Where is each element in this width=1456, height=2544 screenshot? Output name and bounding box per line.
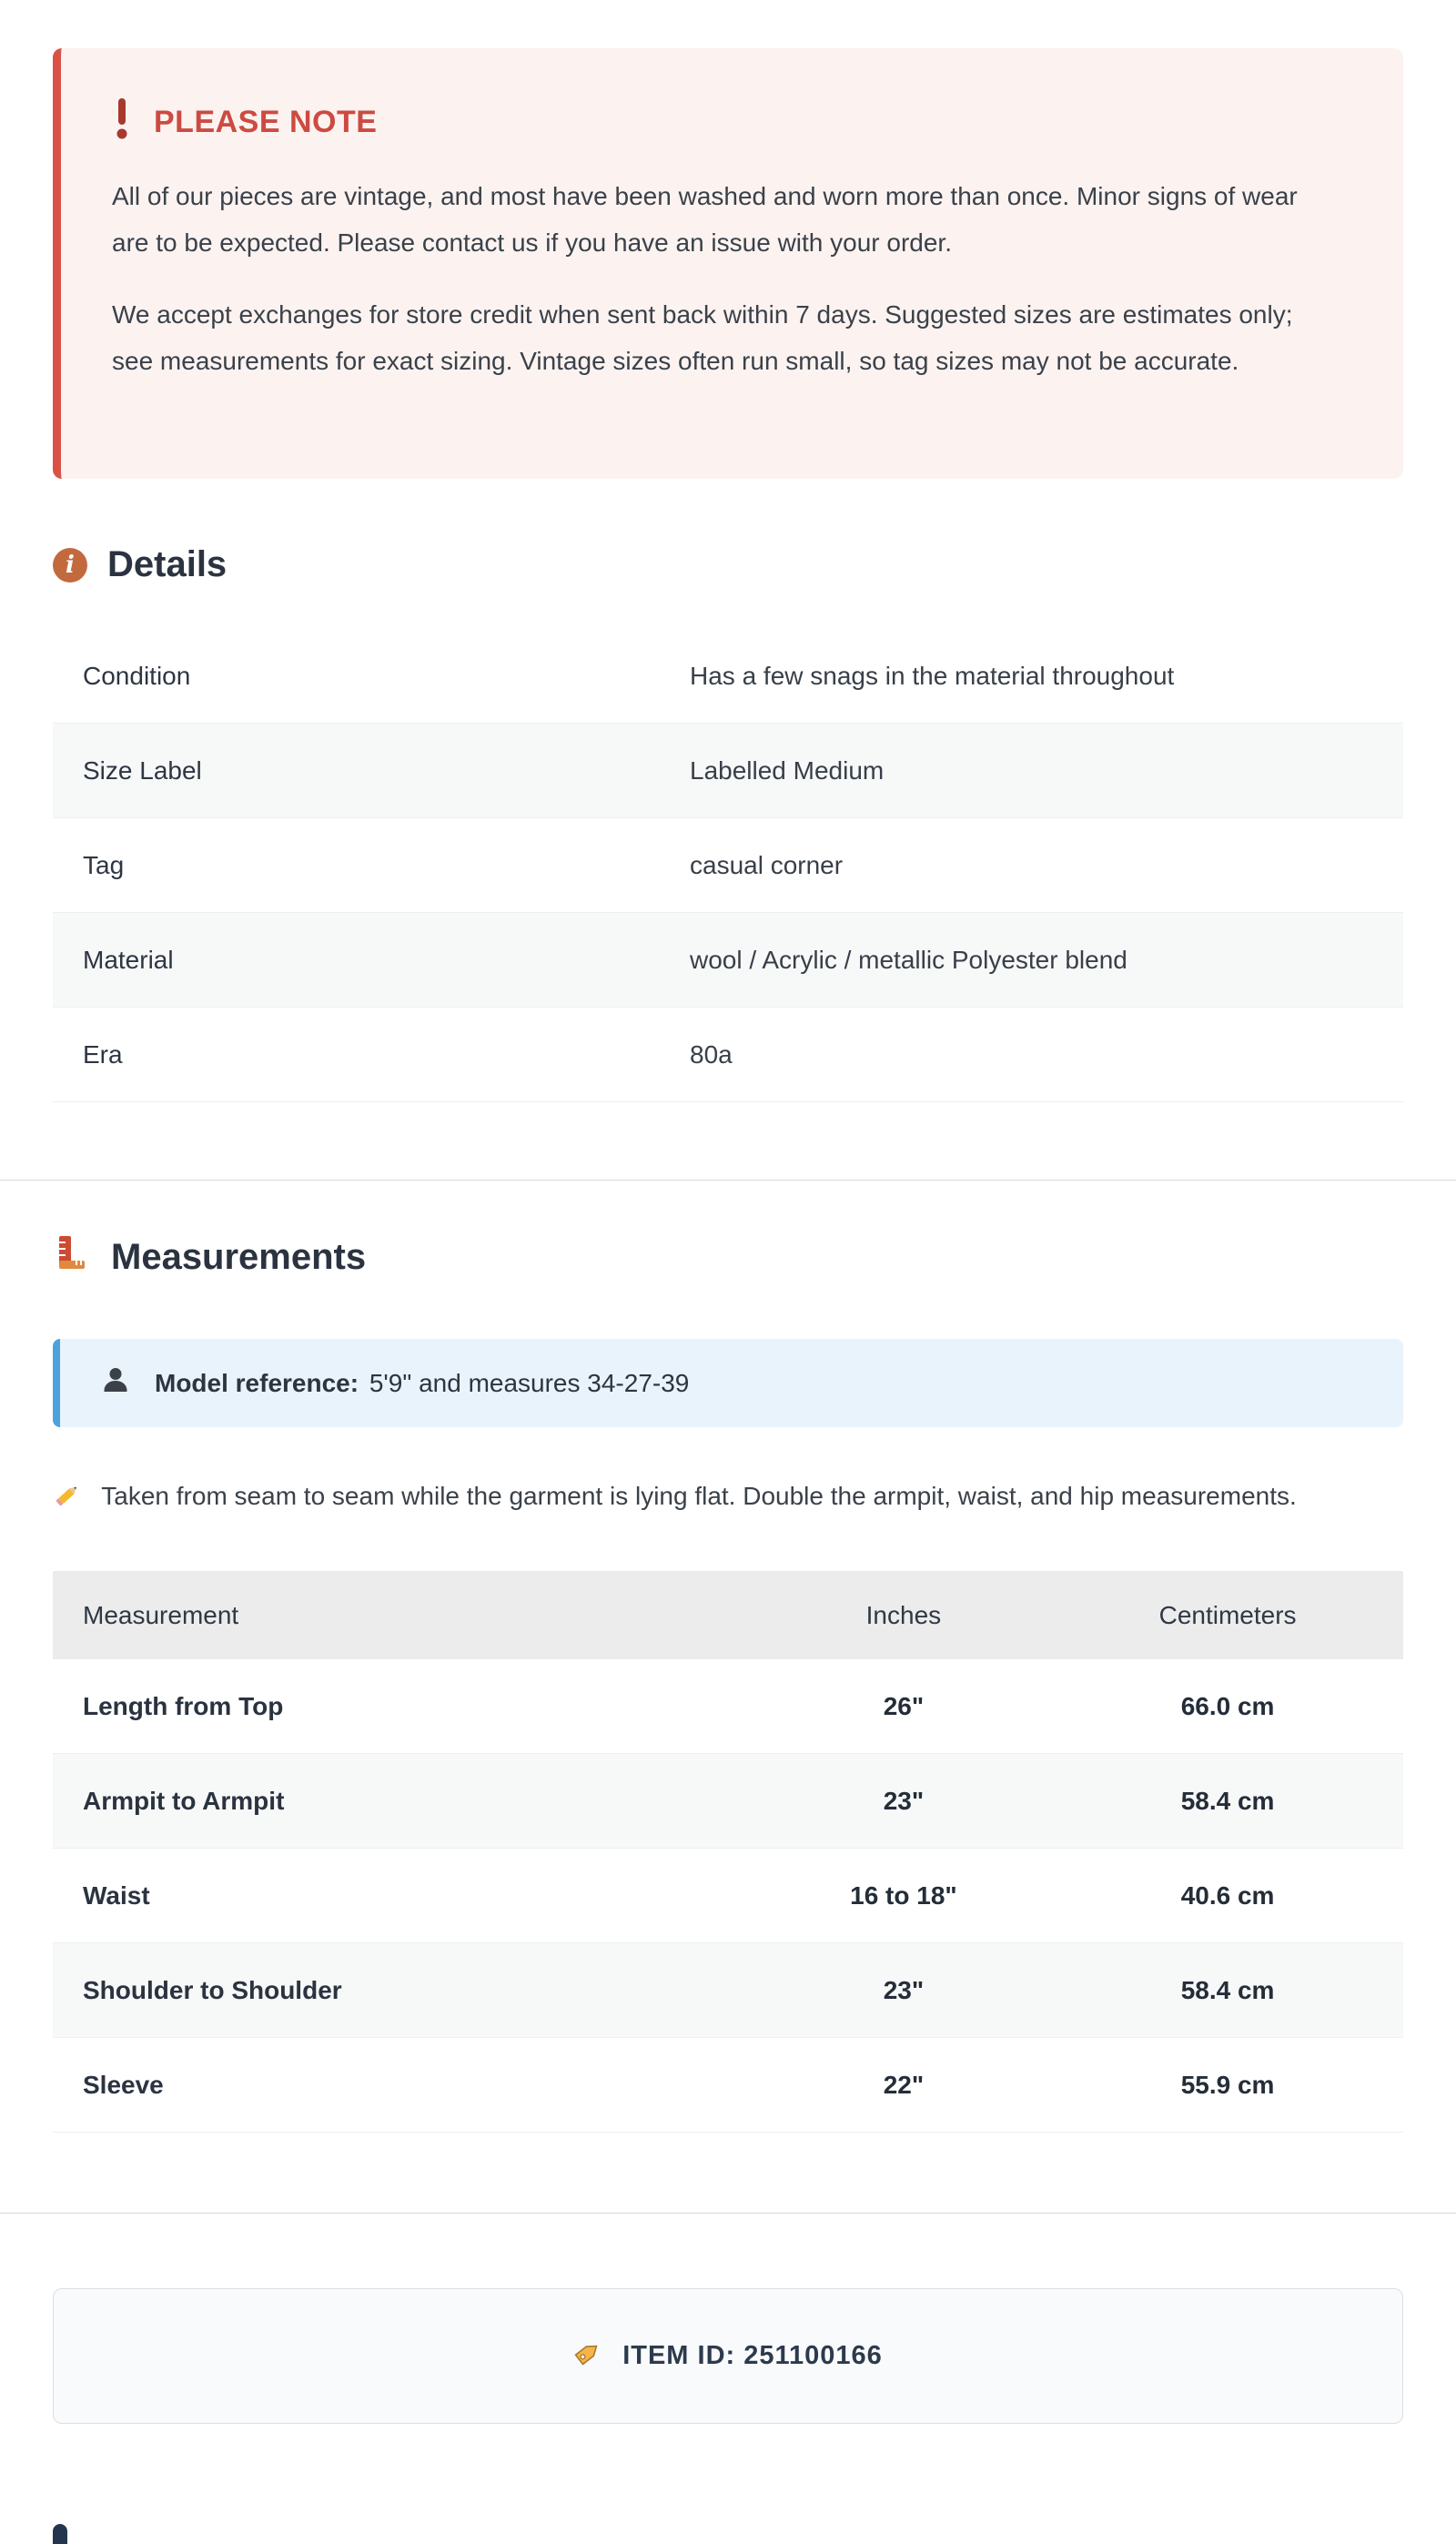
measurement-inches: 22" xyxy=(883,2070,925,2099)
please-note-title-row xyxy=(112,97,1338,147)
measurements-section xyxy=(53,1233,1403,2133)
detail-label: Tag xyxy=(83,850,125,879)
measurements-table xyxy=(53,1571,1403,2133)
measurement-inches: 16 to 18" xyxy=(850,1880,957,1910)
detail-label: Size Label xyxy=(83,755,202,785)
table-row xyxy=(53,629,1403,724)
model-reference-label: Model reference: xyxy=(155,1368,359,1397)
measurement-cm: 55.9 cm xyxy=(1180,2070,1275,2099)
please-note-alert xyxy=(53,48,1403,479)
table-row xyxy=(53,724,1403,818)
measurements-heading-row xyxy=(53,1233,1403,1281)
note-paragraph: All of our pieces are vintage, and most have been washed and worn more than once. Minor signs of wear are to be expected. Please contact us if you have an issue with your order. xyxy=(112,182,1298,257)
item-id-text: ITEM ID: 251100166 xyxy=(622,2341,883,2370)
detail-label: Era xyxy=(83,1039,123,1069)
measuring-note xyxy=(53,1473,1403,1524)
measurements-table-body xyxy=(53,1659,1403,2133)
next-section-accent xyxy=(53,2524,67,2544)
column-header: Inches xyxy=(865,1600,942,1629)
table-row xyxy=(53,1754,1403,1849)
ruler-icon xyxy=(53,1233,91,1281)
column-header: Measurement xyxy=(83,1600,239,1629)
detail-value: Has a few snags in the material throughout xyxy=(690,661,1175,690)
measurement-cm: 58.4 cm xyxy=(1180,1786,1275,1815)
note-paragraph: We accept exchanges for store credit when sent back within 7 days. Suggested sizes are estimates only; see measurements for exact sizing. Vintage sizes often run small, so tag sizes may not be accurate. xyxy=(112,300,1293,375)
table-row xyxy=(53,1849,1403,1943)
model-reference-callout xyxy=(53,1339,1403,1427)
table-row xyxy=(53,818,1403,913)
measurement-inches: 26" xyxy=(883,1691,925,1720)
model-reference-text xyxy=(155,1369,689,1398)
measurements-heading: Measurements xyxy=(111,1236,367,1277)
measurement-cm: 58.4 cm xyxy=(1180,1975,1275,2004)
measurement-name: Length from Top xyxy=(83,1691,284,1720)
table-row xyxy=(53,1943,1403,2038)
details-heading: Details xyxy=(107,544,228,584)
measurement-name: Armpit to Armpit xyxy=(83,1786,285,1815)
measurement-cm: 66.0 cm xyxy=(1180,1691,1275,1720)
details-heading-row xyxy=(53,544,1403,585)
item-id-box xyxy=(53,2288,1403,2424)
measuring-note-text: Taken from seam to seam while the garment is lying flat. Double the armpit, waist, and hip measurements. xyxy=(101,1482,1297,1510)
table-row xyxy=(53,1008,1403,1102)
pencil-icon xyxy=(53,1477,82,1524)
person-icon xyxy=(100,1364,131,1402)
detail-label: Material xyxy=(83,945,174,974)
measurement-inches: 23" xyxy=(883,1975,925,2004)
please-note-body xyxy=(112,173,1338,384)
please-note-heading: PLEASE NOTE xyxy=(154,105,378,139)
detail-value: Labelled Medium xyxy=(690,755,885,785)
table-row xyxy=(53,1659,1403,1754)
measurement-name: Shoulder to Shoulder xyxy=(83,1975,342,2004)
info-icon: i xyxy=(53,548,87,583)
exclamation-icon xyxy=(112,97,132,147)
detail-value: wool / Acrylic / metallic Polyester blend xyxy=(690,945,1127,974)
measurement-name: Waist xyxy=(83,1880,150,1910)
measurement-cm: 40.6 cm xyxy=(1180,1880,1275,1910)
measurement-inches: 23" xyxy=(883,1786,925,1815)
details-table xyxy=(53,629,1403,1102)
measurements-table-header xyxy=(53,1571,1403,1659)
detail-value: 80a xyxy=(690,1039,733,1069)
table-row xyxy=(53,913,1403,1008)
measurement-name: Sleeve xyxy=(83,2070,164,2099)
section-divider xyxy=(0,2213,1456,2214)
footer-section xyxy=(53,2288,1403,2424)
column-header: Centimeters xyxy=(1158,1600,1297,1629)
table-row xyxy=(53,2038,1403,2133)
tag-icon xyxy=(573,2338,602,2375)
section-divider xyxy=(0,1180,1456,1181)
content-top xyxy=(53,48,1403,1102)
detail-value: casual corner xyxy=(690,850,844,879)
model-reference-value: 5'9" and measures 34-27-39 xyxy=(369,1368,690,1397)
detail-label: Condition xyxy=(83,661,191,690)
